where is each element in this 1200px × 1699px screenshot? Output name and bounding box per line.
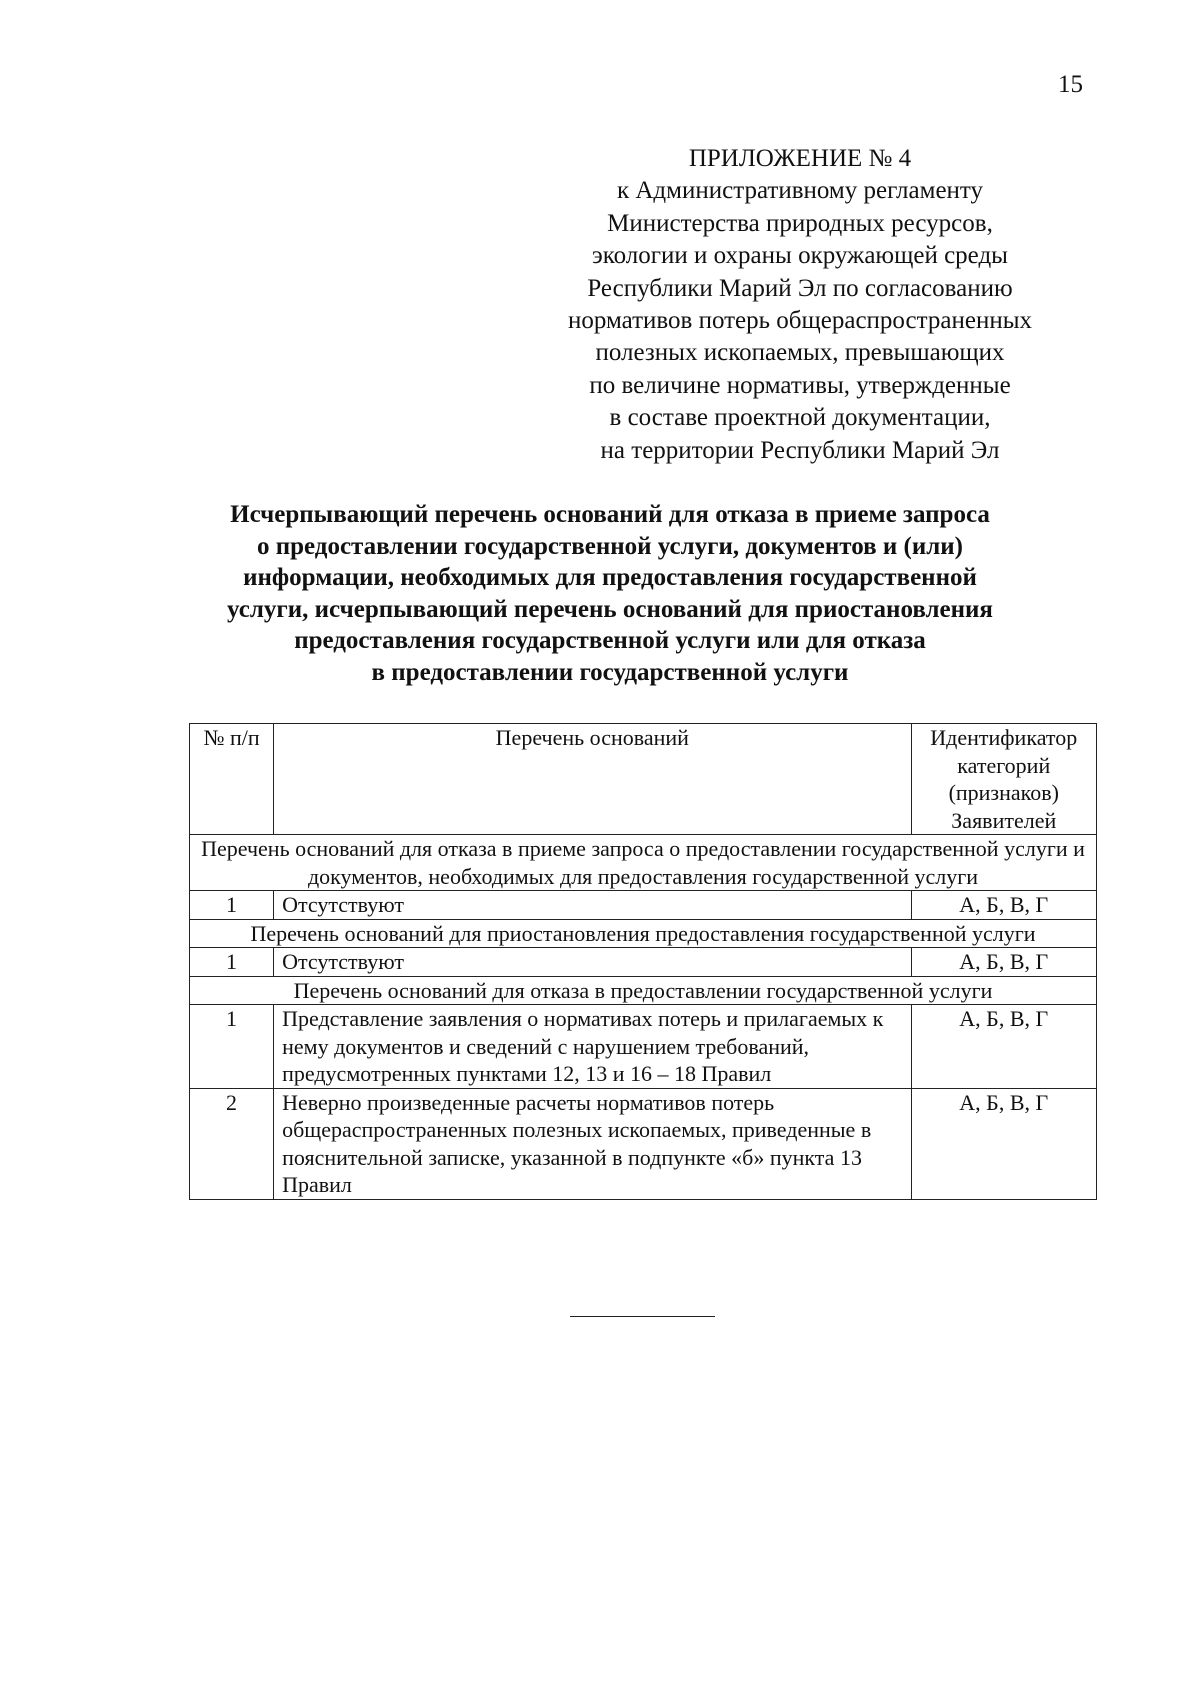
table-header-row [190,724,1097,835]
appendix-line: к Административному регламенту [616,177,984,205]
page-number: 15 [1058,71,1083,98]
row-number: 1 [190,948,274,977]
section-row [190,976,1097,1005]
appendix-line: на территории Республики Марий Эл [600,436,1000,464]
row-number: 2 [190,1088,274,1199]
appendix-line: по величине нормативы, утвержденные [589,371,1011,399]
appendix-line: в составе проектной документации, [609,404,991,432]
title-line: в предоставлении государственной услуги [371,658,849,686]
section-title: Перечень оснований для приостановления предоставления государственной услуги [190,919,1097,948]
header-number: № п/п [190,724,274,835]
title-line: Исчерпывающий перечень оснований для отказа в приеме запроса [230,501,990,528]
row-text: Неверно произведенные расчеты нормативов потерь общераспространенных полезных ископаемых, приведенные в пояснительной записке, указанной в подпункте «б» пункта 13 Правил [274,1088,911,1199]
appendix-line: Республики Марий Эл по согласованию [587,274,1013,302]
title-line: информации, необходимых для предоставления государственной [243,564,977,592]
table-row [190,1088,1097,1199]
row-identifier: А, Б, В, Г [911,948,1096,977]
appendix-line: нормативов потерь общераспространенных [567,307,1033,335]
section-row [190,835,1097,891]
section-title: Перечень оснований для отказа в предоставлении государственной услуги [190,976,1097,1005]
table-row [190,891,1097,920]
row-identifier: А, Б, В, Г [911,1005,1096,1089]
grounds-table [189,723,1097,1200]
appendix-line: полезных ископаемых, превышающих [595,339,1005,367]
row-identifier: А, Б, В, Г [911,1088,1096,1199]
title-line: услуги, исчерпывающий перечень оснований для приостановления [227,595,993,623]
title-line: о предоставлении государственной услуги, документов и (или) [256,532,964,560]
section-row [190,919,1097,948]
section-title: Перечень оснований для отказа в приеме запроса о предоставлении государственной услуги и документов, необходимых для предоставления государственной услуги [190,835,1097,891]
table-row [190,948,1097,977]
row-identifier: А, Б, В, Г [911,891,1096,920]
appendix-line: ПРИЛОЖЕНИЕ № 4 [688,145,912,172]
row-text: Представление заявления о нормативах потерь и прилагаемых к нему документов и сведений с нарушением требований, предусмотренных пунктами 12, 13 и 16 – 18 Правил [274,1005,911,1089]
row-number: 1 [190,891,274,920]
title-line: предоставления государственной услуги или для отказа [294,627,926,655]
row-text: Отсутствуют [274,891,911,920]
end-separator-line [570,1316,715,1317]
header-identifier: Идентификатор категорий (признаков) Заявителей [911,724,1096,835]
appendix-header [540,143,1060,467]
table-row [190,1005,1097,1089]
header-grounds: Перечень оснований [274,724,911,835]
row-text: Отсутствуют [274,948,911,977]
appendix-line: экологии и охраны окружающей среды [592,242,1008,270]
document-title [150,499,1070,689]
appendix-line: Министерства природных ресурсов, [607,209,993,237]
row-number: 1 [190,1005,274,1089]
